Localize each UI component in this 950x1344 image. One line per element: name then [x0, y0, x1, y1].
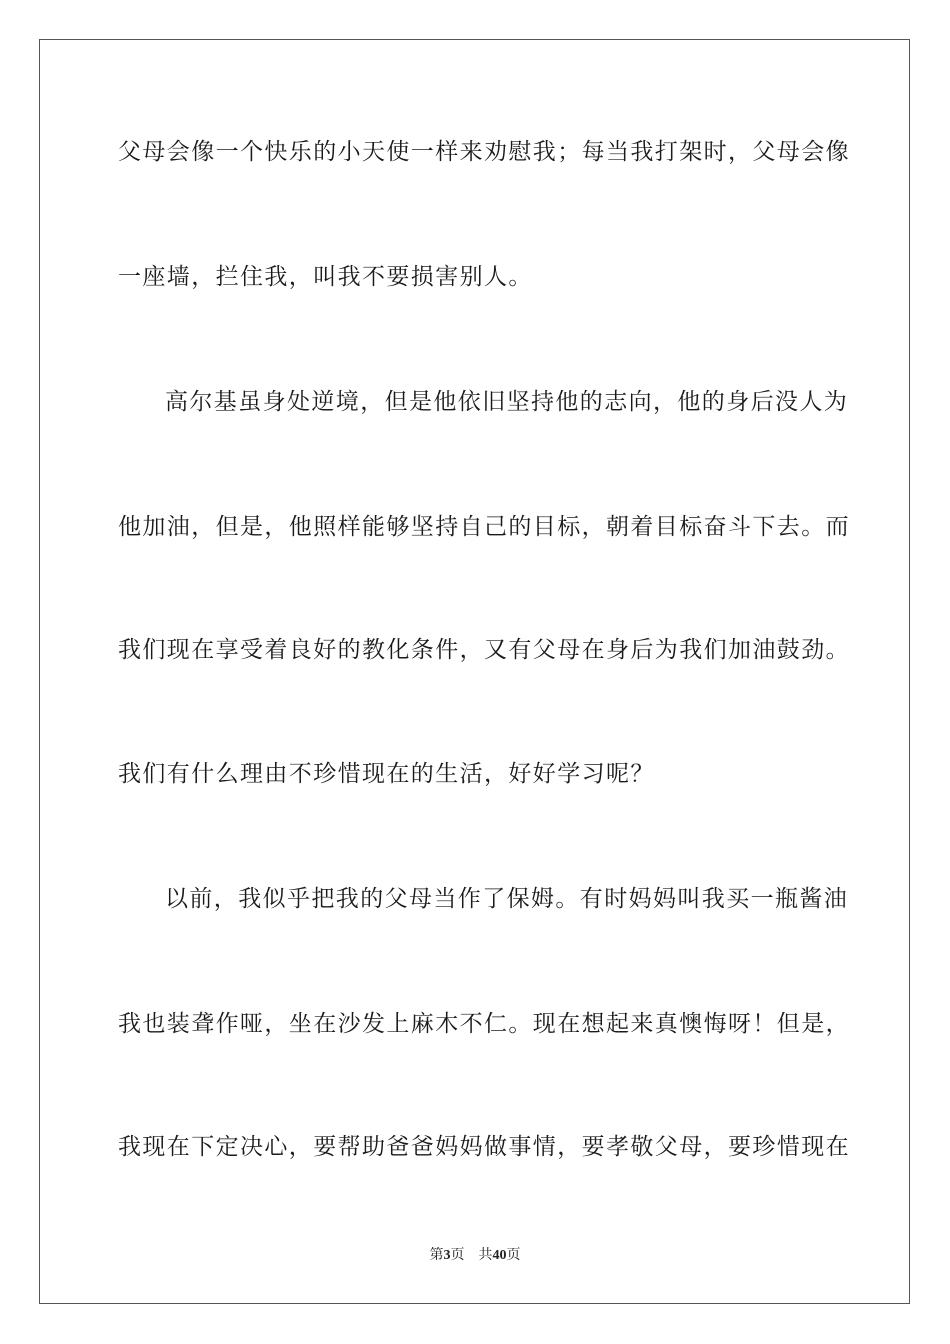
body-line-9: 我现在下定决心，要帮助爸爸妈妈做事情，要孝敬父母，要珍惜现在 — [118, 1134, 850, 1160]
page-label-prefix: 第 — [429, 1248, 444, 1263]
total-label-suffix: 页 — [506, 1248, 521, 1263]
total-pages: 40 — [492, 1248, 507, 1263]
body-line-5: 我们现在享受着良好的教化条件，又有父母在身后为我们加油鼓劲。 — [118, 637, 850, 663]
body-line-8: 我也装聋作哑，坐在沙发上麻木不仁。现在想起来真懊悔呀！但是， — [118, 1011, 850, 1037]
body-line-3-paragraph-start: 高尔基虽身处逆境，但是他依旧坚持他的志向，他的身后没人为 — [165, 389, 849, 415]
body-line-2: 一座墙，拦住我，叫我不要损害别人。 — [118, 264, 533, 290]
page-label-suffix: 页 — [450, 1248, 465, 1263]
page-border — [39, 39, 910, 1304]
body-line-1: 父母会像一个快乐的小天使一样来劝慰我；每当我打架时，父母会像 — [118, 139, 850, 165]
body-line-6: 我们有什么理由不珍惜现在的生活，好好学习呢？ — [118, 761, 655, 787]
total-label-prefix: 共 — [478, 1248, 493, 1263]
page-footer — [0, 1247, 950, 1265]
page-number: 3 — [443, 1248, 451, 1263]
body-line-4: 他加油，但是，他照样能够坚持自己的目标，朝着目标奋斗下去。而 — [118, 514, 850, 540]
body-line-7-paragraph-start: 以前，我似乎把我的父母当作了保姆。有时妈妈叫我买一瓶酱油 — [165, 886, 849, 912]
